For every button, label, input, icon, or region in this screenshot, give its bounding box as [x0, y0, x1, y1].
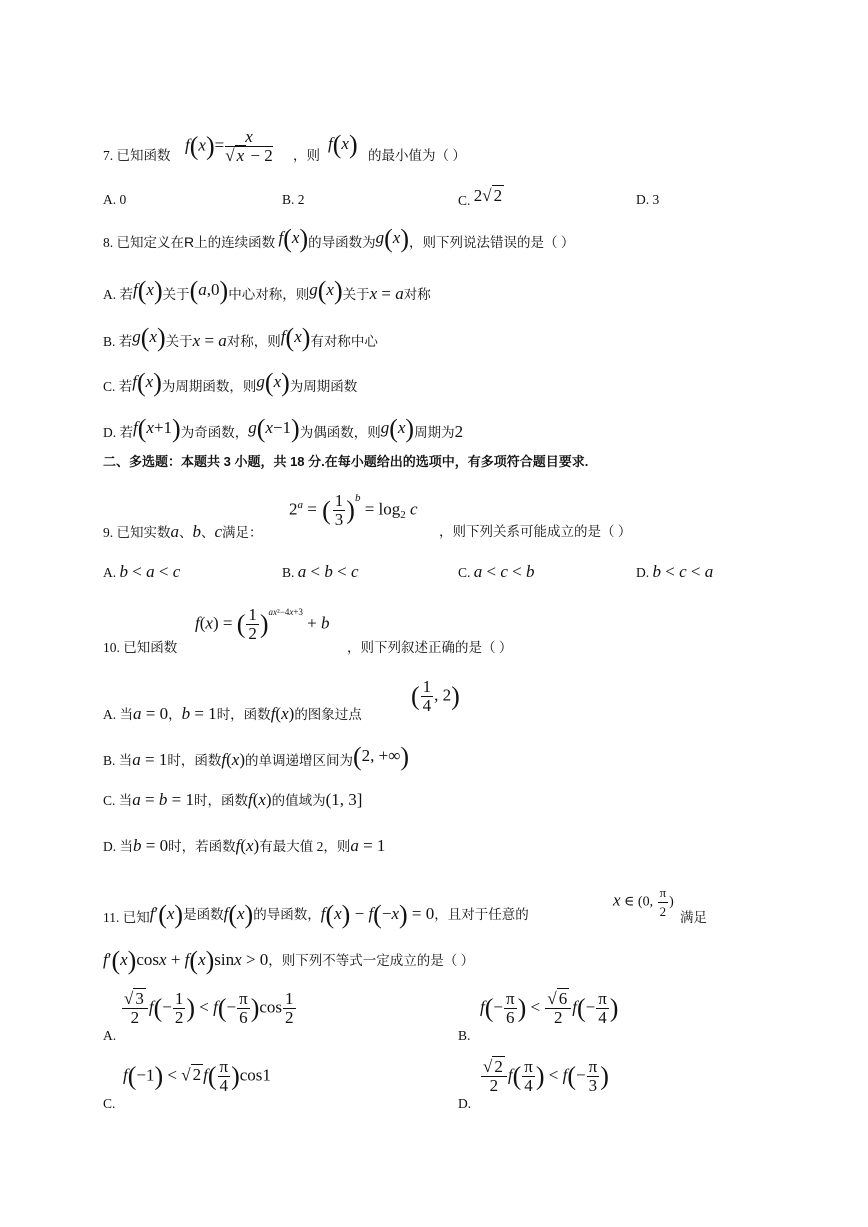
q8-option-b: B. 若g(x)关于x = a对称，则f(x)有对称中心 — [103, 323, 378, 353]
q10-option-d: D. 当b = 0时，若函数f(x)有最大值 2，则a = 1 — [103, 836, 386, 855]
q9-option-a: A. b < a < c — [103, 562, 181, 581]
q8-option-c: C. 若f(x)为周期函数，则g(x)为周期函数 — [103, 368, 358, 398]
q9-option-b: B. a < b < c — [282, 562, 359, 581]
q7-option-c: C. 2√ 2 — [458, 186, 503, 208]
q9-stem: $2^a$ = ( $\frac{1}{3}$ )$^b$ = log2 c 9. 已知实数a、b、c满足： ，则下列关系可能成立的是（ ） — [103, 491, 632, 541]
section-2-heading: 二、多选题：本题共 3 小题，共 18 分.在每小题给出的选项中，有多项符合题目要求. — [103, 454, 589, 469]
q7-option-b: B. 2 — [282, 192, 305, 207]
q11-condition: f′(x)cosx + f(x)sinx > 0，则下列不等式一定成立的是（ ） — [103, 946, 475, 976]
q7-option-d: D. 3 — [636, 192, 660, 207]
q10-stem: 10. 已知函数 f(x) = ( $\frac{1}{2}$ )$^{ax^2-4x+3}$ + b ，则下列叙述正确的是（ ） — [103, 605, 513, 655]
q8-option-a: A. 若f(x)关于(a,0)中心对称，则g(x)关于x = a对称 — [103, 276, 431, 306]
q10-option-a: A. 当a = 0，b = 1时，函数f(x)的图象过点 ( $\frac{1}{4}$ , 2) — [103, 677, 460, 723]
q9-formula: $2^a$ = ( $\frac{1}{3}$ )$^b$ = log2 c — [289, 491, 418, 529]
q8-option-d: D. 若f(x+1)为奇函数，g(x−1)为偶函数，则g(x)周期为2 — [103, 414, 464, 444]
q8-stem: 8. 已知定义在R上的连续函数 f(x)的导函数为g(x)，则下列说法错误的是（ ） — [103, 224, 575, 254]
q10-option-b: B. 当a = 1时，函数f(x)的单调递增区间为(2, +∞) — [103, 742, 410, 772]
q10-formula: f(x) = ( $\frac{1}{2}$ )$^{ax^2-4x+3}$ + b — [195, 605, 330, 643]
q9-option-d: D. b < c < a — [636, 562, 714, 581]
q7-prefix: 7. 已知函数 — [103, 148, 171, 163]
q11-stem: 11. 已知 f′(x)是函数f(x)的导函数，f(x) − f(−x) = 0，且对于任意的 x ∈ (0, $\frac{\pi}{2}$ ) 满足 — [103, 885, 707, 930]
q7-option-a: A. 0 — [103, 192, 127, 207]
q7-formula: f(x)= $\frac{x}{√ x - 2}$ — [185, 127, 273, 165]
q9-option-c: C. a < c < b — [458, 562, 535, 581]
q10-option-c: C. 当a = b = 1时，函数f(x)的值域为(1, 3] — [103, 790, 363, 809]
